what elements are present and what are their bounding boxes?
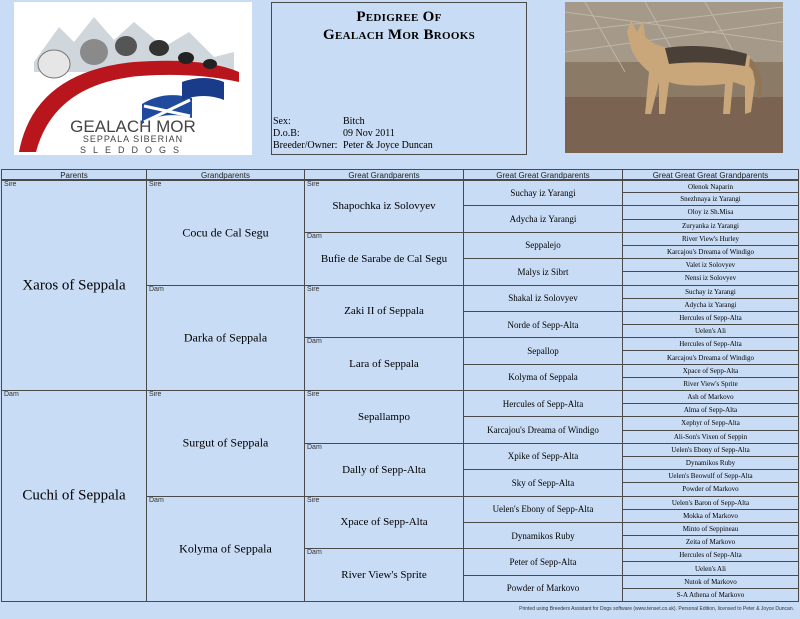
column-header: Great Great Grandparents [463,169,623,180]
title-line-1: Pedigree Of [356,9,442,25]
pedigree-cell [622,443,799,457]
pedigree-cell [304,180,464,233]
dog-name: Dally of Sepp-Alta [342,463,426,476]
pedigree-cell [304,548,464,602]
dog-name: Snezhnaya iz Yarangi [680,195,741,204]
dog-name: Suchay iz Yarangi [685,287,736,296]
dog-photo-image [565,2,783,153]
pedigree-cell [622,509,799,523]
pedigree-cell [622,390,799,404]
dam-label: Dam [307,232,322,240]
info-label: Breeder/Owner: [273,140,338,151]
dog-name: Nensi iz Solovyev [684,274,737,283]
pedigree-cell [463,232,623,259]
pedigree-cell [622,561,799,575]
dog-name: Powder of Markovo [506,583,580,594]
pedigree-cell [622,575,799,589]
dog-name: Bufie de Sarabe de Cal Segu [320,252,448,265]
dog-name: Surgut of Seppala [182,435,269,450]
info-row [273,116,433,128]
column-header: Parents [1,169,147,180]
sire-label: Sire [4,181,17,188]
pedigree-cell [463,575,623,602]
dog-name: Uelen's Beowulf of Sepp-Alta [668,472,753,481]
dog-name: Uelen's Ali [694,564,726,573]
pedigree-cell [146,285,305,392]
dam-label: Dam [307,443,322,451]
pedigree-cell [622,416,799,430]
dog-name: Zuryanka iz Yarangi [682,221,739,230]
pedigree-cell [622,245,799,259]
pedigree-cell [463,390,623,417]
column-header: Grandparents [146,169,305,180]
pedigree-cell [1,390,147,602]
dog-name: Uelen's Ali [694,327,726,336]
pedigree-cell [463,416,623,443]
dog-name: Uelen's Baron of Sepp-Alta [671,498,750,507]
dog-name: Mokka of Markovo [683,511,738,520]
sire-label: Sire [149,181,162,188]
info-value: 09 Nov 2011 [343,128,395,139]
pedigree-cell [463,496,623,523]
dog-name: Hercules of Sepp-Alta [679,313,742,322]
dog-name: Xpike of Sepp-Alta [507,451,579,462]
dog-name: Cocu de Cal Segu [182,225,269,240]
sire-label: Sire [149,391,162,398]
pedigree-cell [622,364,799,378]
dog-name: Xpace of Sepp-Alta [340,516,428,529]
pedigree-cell [622,298,799,312]
dog-name: Ali-Son's Vixen of Seppin [673,432,748,441]
pedigree-cell [622,337,799,351]
dog-name: Adycha iz Yarangi [509,214,577,225]
dog-name: River View's Hurley [681,234,740,243]
dog-name: Zaki II of Seppala [344,305,424,318]
pedigree-cell [622,285,799,299]
dog-name: Hercules of Sepp-Alta [502,398,584,409]
dog-name: Oloy iz Sh.Misa [687,208,734,217]
pedigree-cell [622,192,799,206]
sire-label: Sire [307,496,320,504]
dam-label: Dam [149,285,164,293]
dog-name: Valet iz Solovyev [685,261,736,270]
dog-name: Minto of Seppineau [682,524,739,533]
dog-name: Shakal iz Solovyev [508,293,578,304]
pedigree-cell [622,232,799,246]
pedigree-cell [463,364,623,391]
pedigree-cell [622,469,799,483]
sire-label: Sire [307,391,320,398]
dog-name: Dynamikos Ruby [685,459,736,468]
kennel-logo [14,2,252,155]
dog-name: Hercules of Sepp-Alta [679,551,742,560]
pedigree-cell [463,443,623,470]
info-label: D.o.B: [273,128,300,139]
dog-name: Adycha iz Yarangi [684,300,737,309]
sire-label: Sire [307,285,320,293]
pedigree-cell [304,285,464,339]
pedigree-cell [304,232,464,286]
pedigree-cell [622,548,799,562]
pedigree-table [1,169,799,602]
pedigree-cell [304,496,464,550]
pedigree-cell [622,482,799,496]
pedigree-cell [304,337,464,391]
dog-name: Suchay iz Yarangi [510,188,576,199]
dog-name: Kolyma of Seppala [179,541,272,556]
pedigree-cell [622,588,799,602]
dog-name: S-A Athena of Markovo [676,590,745,599]
pedigree-cell [463,522,623,549]
column-header: Great Great Great Grandparents [622,169,799,180]
pedigree-cell [304,443,464,497]
dog-name: Karcajou's Dreama of Windigo [667,248,754,257]
dog-name: Karcajou's Dreama of Windigo [667,353,754,362]
logo-text-3: SLEDDOGS [79,145,187,155]
dog-name: River View's Sprite [683,379,738,388]
title-line-2: Gealach Mor Brooks [322,27,476,43]
dog-name: Xaros of Seppala [22,277,126,293]
dog-name: Alma of Sepp-Alta [683,406,738,415]
pedigree-cell [622,219,799,233]
dog-name: Hercules of Sepp-Alta [679,340,742,349]
pedigree-cell [622,496,799,510]
pedigree-title-box [271,2,527,155]
pedigree-cell [622,205,799,219]
column-header: Great Grandparents [304,169,464,180]
dog-name: Ash of Markovo [687,393,734,402]
pedigree-cell [622,377,799,391]
dog-name: Karcajou's Dreama of Windigo [487,425,599,436]
dog-name: Sepallop [527,345,559,356]
pedigree-cell [622,403,799,417]
dam-label: Dam [149,496,164,504]
dog-name: Zeita of Markovo [685,538,736,547]
dog-photo [565,2,783,153]
pedigree-cell [146,180,305,286]
pedigree-cell [1,180,147,391]
dog-name: Uelen's Ebony of Sepp-Alta [671,445,750,454]
pedigree-cell [463,285,623,312]
dog-name: Dynamikos Ruby [511,530,575,541]
dog-name: Malys iz Sibrt [517,266,569,277]
pedigree-cell [463,258,623,285]
dam-label: Dam [4,391,19,398]
pedigree-cell [622,324,799,338]
pedigree-cell [622,350,799,364]
dog-name: Uelen's Ebony of Sepp-Alta [492,504,594,515]
dog-name: Xephyr of Sepp-Alta [681,419,740,428]
pedigree-cell [463,337,623,364]
pedigree-cell [463,469,623,496]
footer-note: Printed using Breeders Assistant for Dogs software (www.tenset.co.uk). Personal Edition, licensed to Peter & Joyce Duncan. [519,606,794,612]
pedigree-cell [463,180,623,206]
logo-text-1: GEALACH MOR [70,117,196,136]
sire-label: Sire [307,181,320,188]
pedigree-cell [622,456,799,470]
dam-label: Dam [307,549,322,557]
pedigree-cell [622,271,799,285]
dog-name: River View's Sprite [341,569,427,582]
info-value: Peter & Joyce Duncan [343,140,433,151]
logo-text-2: SEPPALA SIBERIAN [82,134,184,144]
dog-name: Shapochka iz Solovyev [332,200,436,213]
dog-name: Norde of Sepp-Alta [507,319,579,330]
dam-label: Dam [307,338,322,346]
info-value: Bitch [343,116,365,127]
dog-name: Cuchi of Seppala [22,487,126,504]
pedigree-cell [622,535,799,549]
info-label: Sex: [273,116,291,127]
pedigree-cell [304,390,464,444]
dog-name: Seppalejo [525,240,561,251]
dog-name: Olenok Naparin [688,182,733,191]
dog-name: Powder of Markovo [682,485,739,494]
dog-name: Darka of Seppala [183,330,268,345]
info-row [273,128,433,140]
pedigree-cell [622,430,799,444]
pedigree-cell [463,548,623,575]
dog-name: Peter of Sepp-Alta [509,556,577,567]
logo-artwork [14,2,252,155]
pedigree-cell [146,496,305,603]
info-row [273,140,433,152]
dog-name: Xpace of Sepp-Alta [682,366,739,375]
dog-info [273,116,433,152]
pedigree-cell [622,311,799,325]
dog-name: Lara of Seppala [349,358,419,371]
dog-name: Nutok of Markovo [684,577,737,586]
pedigree-cell [463,205,623,232]
pedigree-cell [622,522,799,536]
dog-name: Kolyma of Seppala [508,372,578,383]
dog-name: Sky of Sepp-Alta [511,477,575,488]
pedigree-cell [622,258,799,272]
pedigree-cell [463,311,623,338]
pedigree-cell [146,390,305,497]
dog-name: Sepallampo [358,410,410,423]
